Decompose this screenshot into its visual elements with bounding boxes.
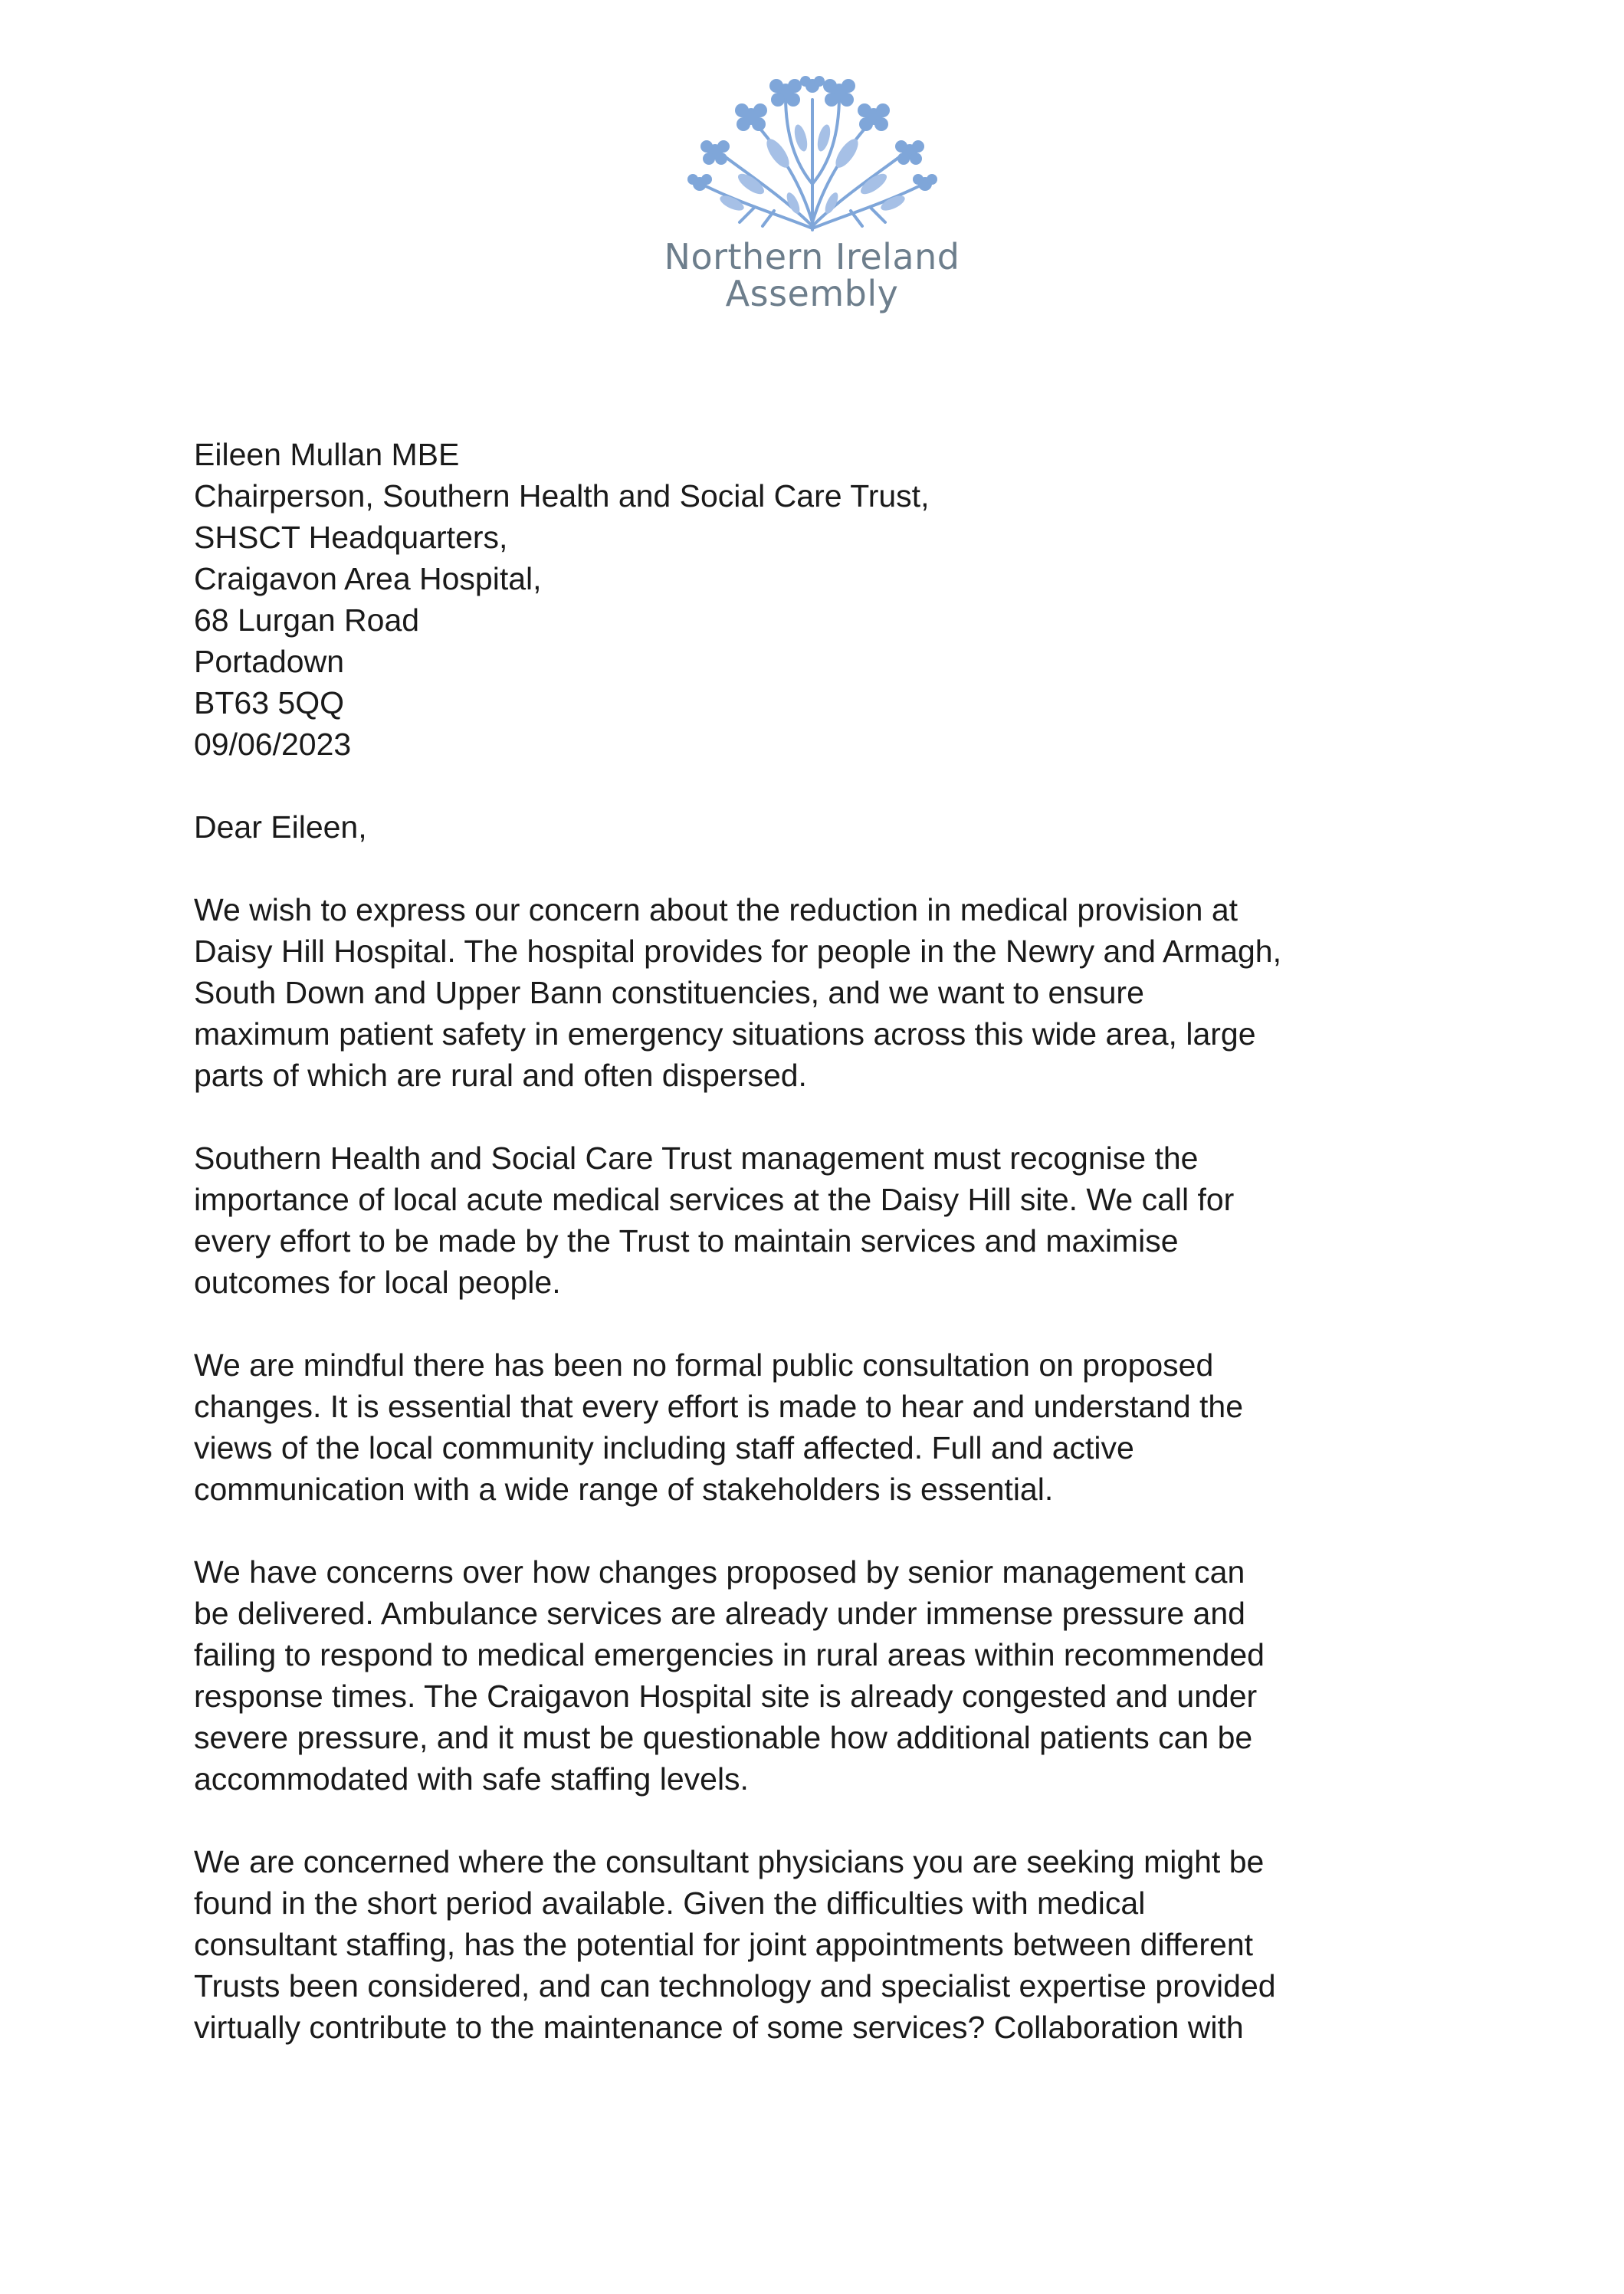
paragraph-2 — [194, 1137, 1451, 1303]
paragraph-line: accommodated with safe staffing levels. — [194, 1761, 749, 1797]
letterhead — [0, 69, 1624, 312]
paragraph-line: outcomes for local people. — [194, 1265, 561, 1300]
paragraph-line: consultant staffing, has the potential for joint appointments between different — [194, 1927, 1254, 1962]
organisation-name — [664, 238, 960, 312]
paragraph-line: South Down and Upper Bann constituencies, and we want to ensure — [194, 975, 1144, 1010]
recipient-name: Eileen Mullan MBE — [194, 437, 460, 472]
paragraph-1 — [194, 889, 1451, 1096]
paragraph-line: failing to respond to medical emergencies in rural areas within recommended — [194, 1637, 1265, 1672]
organisation-name-line-2: Assembly — [725, 273, 899, 314]
address-line: 68 Lurgan Road — [194, 602, 420, 638]
paragraph-line: views of the local community including staff affected. Full and active — [194, 1430, 1134, 1465]
paragraph-line: Southern Health and Social Care Trust management must recognise the — [194, 1140, 1199, 1176]
paragraph-4 — [194, 1551, 1451, 1800]
address-line: SHSCT Headquarters, — [194, 520, 508, 555]
paragraph-line: virtually contribute to the maintenance of some services? Collaboration with — [194, 2010, 1244, 2045]
paragraph-line: every effort to be made by the Trust to maintain services and maximise — [194, 1223, 1179, 1259]
paragraph-line: We are concerned where the consultant physicians you are seeking might be — [194, 1844, 1265, 1879]
flax-flower-emblem-icon — [678, 69, 947, 234]
letter-body — [194, 434, 1451, 2048]
paragraph-line: found in the short period available. Given the difficulties with medical — [194, 1885, 1146, 1921]
paragraph-line: We are mindful there has been no formal public consultation on proposed — [194, 1347, 1214, 1383]
paragraph-line: Daisy Hill Hospital. The hospital provides for people in the Newry and Armagh, — [194, 934, 1282, 969]
address-line: Craigavon Area Hospital, — [194, 561, 542, 596]
postcode: BT63 5QQ — [194, 685, 344, 720]
paragraph-line: communication with a wide range of stakeholders is essential. — [194, 1472, 1054, 1507]
recipient-title: Chairperson, Southern Health and Social Care Trust, — [194, 478, 930, 514]
paragraph-line: Trusts been considered, and can technology and specialist expertise provided — [194, 1968, 1276, 2004]
paragraph-line: We wish to express our concern about the reduction in medical provision at — [194, 892, 1239, 927]
paragraph-line: severe pressure, and it must be questionable how additional patients can be — [194, 1720, 1253, 1755]
paragraph-line: importance of local acute medical services at the Daisy Hill site. We call for — [194, 1182, 1235, 1217]
paragraph-line: parts of which are rural and often dispersed. — [194, 1058, 807, 1093]
paragraph-line: We have concerns over how changes proposed by senior management can — [194, 1554, 1245, 1590]
paragraph-line: changes. It is essential that every effort is made to hear and understand the — [194, 1389, 1244, 1424]
organisation-name-line-1: Northern Ireland — [664, 236, 960, 277]
paragraph-line: response times. The Craigavon Hospital site is already congested and under — [194, 1679, 1258, 1714]
paragraph-5 — [194, 1841, 1451, 2048]
paragraph-line: maximum patient safety in emergency situations across this wide area, large — [194, 1016, 1256, 1052]
recipient-address-block — [194, 434, 1451, 765]
paragraph-line: be delivered. Ambulance services are already under immense pressure and — [194, 1596, 1245, 1631]
salutation: Dear Eileen, — [194, 809, 367, 845]
paragraph-3 — [194, 1344, 1451, 1510]
letter-date: 09/06/2023 — [194, 727, 352, 762]
address-line: Portadown — [194, 644, 345, 679]
